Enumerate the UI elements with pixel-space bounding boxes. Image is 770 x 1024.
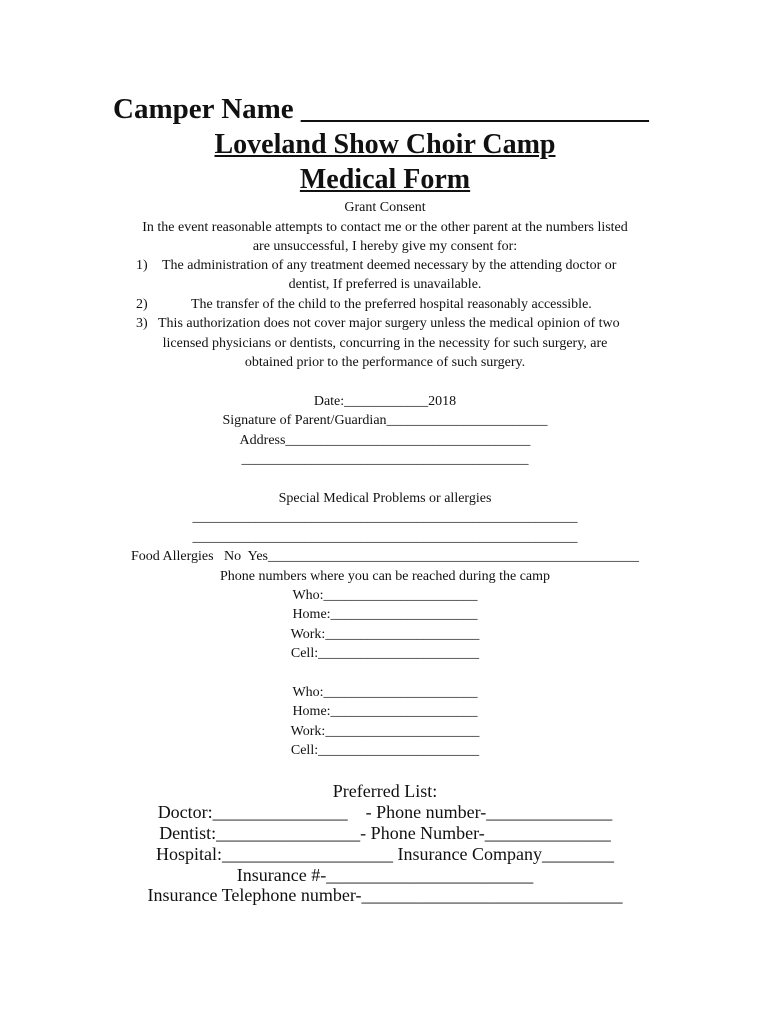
contact1-cell-field[interactable]: Cell:_______________________ — [290, 646, 480, 661]
form-title-camp: Loveland Show Choir Camp — [214, 129, 556, 160]
phone-numbers-heading: Phone numbers where you can be reached during the camp — [219, 569, 551, 584]
address-field[interactable]: Address___________________________________ — [239, 433, 531, 448]
insurance-number-field[interactable]: Insurance #-_______________________ — [236, 865, 534, 885]
consent-item3-line2: licensed physicians or dentists, concurring in the necessity for such surgery, are — [162, 336, 608, 351]
doctor-field[interactable]: Doctor:_______________ - Phone number-______________ — [157, 802, 613, 822]
contact1-home-field[interactable]: Home:_____________________ — [292, 607, 478, 622]
contact2-home-field[interactable]: Home:_____________________ — [292, 704, 478, 719]
consent-item1-line2: dentist, If preferred is unavailable. — [288, 277, 482, 292]
consent-intro-line2: are unsuccessful, I hereby give my consent for: — [252, 239, 518, 254]
consent-heading: Grant Consent — [344, 200, 426, 215]
signature-field[interactable]: Signature of Parent/Guardian_______________________ — [222, 413, 548, 428]
medical-problems-line1[interactable]: _______________________________________________________ — [192, 510, 578, 525]
insurance-telephone-field[interactable]: Insurance Telephone number-_____________________________ — [147, 885, 623, 905]
consent-item3-number: 3) — [136, 316, 148, 331]
date-field[interactable]: Date:____________2018 — [313, 394, 457, 409]
consent-item1-number: 1) — [136, 258, 148, 273]
consent-item1-line1: The administration of any treatment deemed necessary by the attending doctor or — [162, 258, 617, 273]
contact1-who-field[interactable]: Who:______________________ — [292, 588, 478, 603]
food-allergies-field[interactable]: Food Allergies No Yes_____________________________________________________ — [130, 549, 640, 564]
camper-name-field[interactable]: Camper Name ________________________ — [113, 93, 649, 125]
form-title-medical: Medical Form — [299, 164, 471, 195]
dentist-field[interactable]: Dentist:________________- Phone Number-______________ — [159, 823, 611, 843]
consent-item2-number: 2) — [136, 297, 148, 312]
consent-item3-line1: This authorization does not cover major surgery unless the medical opinion of two — [158, 316, 620, 331]
contact2-cell-field[interactable]: Cell:_______________________ — [290, 743, 480, 758]
consent-item3-line3: obtained prior to the performance of such surgery. — [244, 355, 526, 370]
consent-item2-line1: The transfer of the child to the preferred hospital reasonably accessible. — [191, 297, 592, 312]
contact2-work-field[interactable]: Work:______________________ — [290, 724, 480, 739]
medical-problems-line2[interactable]: _______________________________________________________ — [192, 530, 578, 545]
preferred-list-heading: Preferred List: — [332, 781, 438, 801]
hospital-field[interactable]: Hospital:___________________ Insurance Company________ — [156, 844, 614, 864]
consent-intro-line1: In the event reasonable attempts to contact me or the other parent at the numbers listed — [142, 220, 628, 235]
contact1-work-field[interactable]: Work:______________________ — [290, 627, 480, 642]
address-line2-field[interactable]: _________________________________________ — [241, 452, 529, 467]
medical-problems-heading: Special Medical Problems or allergies — [278, 491, 492, 506]
contact2-who-field[interactable]: Who:______________________ — [292, 685, 478, 700]
